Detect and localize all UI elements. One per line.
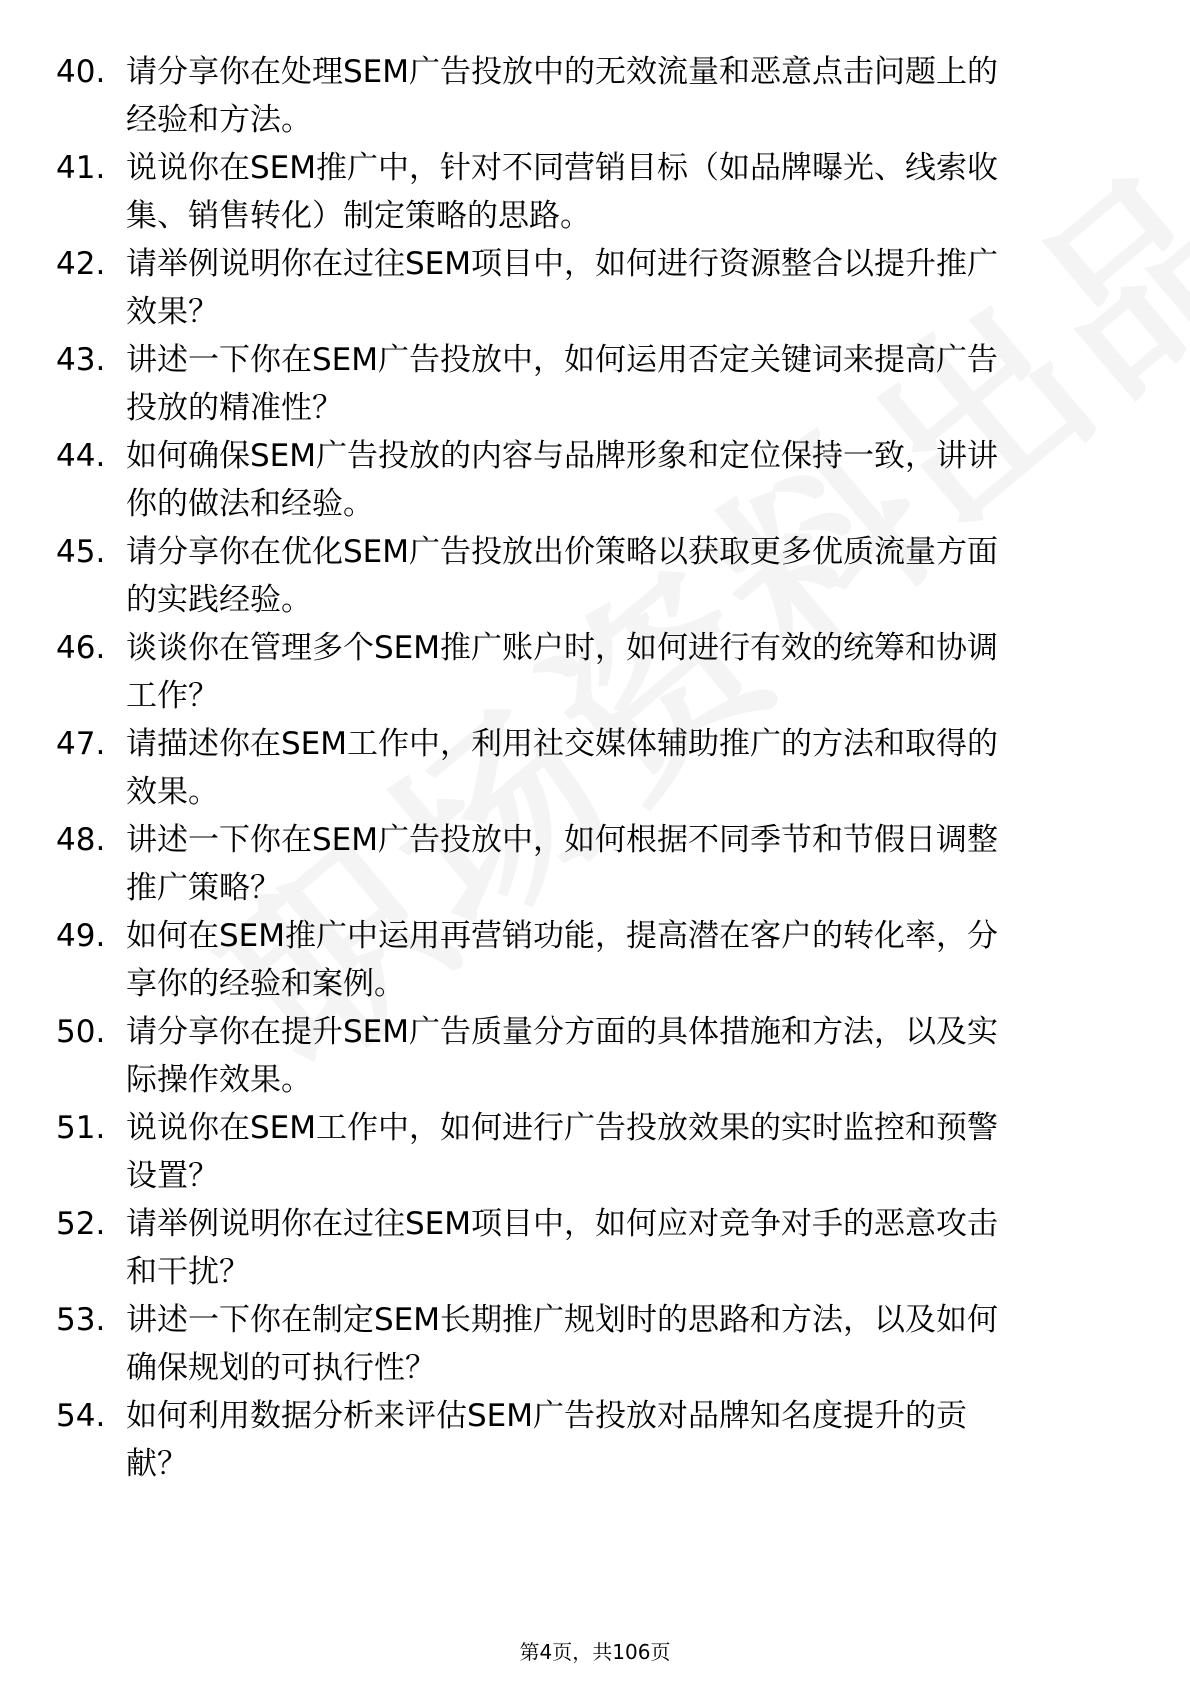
question-line-1: 说说你在SEM推广中，针对不同营销目标（如品牌曝光、线索收 bbox=[126, 150, 999, 186]
question-line-2: 和干扰？ bbox=[126, 1254, 250, 1290]
question-line-2: 投放的精准性？ bbox=[126, 390, 343, 426]
question-line-2: 的实践经验。 bbox=[126, 582, 312, 618]
question-number: 53. bbox=[56, 1302, 106, 1338]
question-number: 50. bbox=[56, 1014, 106, 1050]
question-line-2: 工作？ bbox=[126, 678, 219, 714]
question-line-1: 请分享你在提升SEM广告质量分方面的具体措施和方法，以及实 bbox=[126, 1014, 999, 1050]
question-line-1: 如何确保SEM广告投放的内容与品牌形象和定位保持一致，讲讲 bbox=[126, 438, 999, 474]
question-line-2: 你的做法和经验。 bbox=[126, 486, 374, 522]
question-text bbox=[126, 816, 1126, 912]
question-line-2: 献？ bbox=[126, 1446, 188, 1482]
question-number: 43. bbox=[56, 342, 106, 378]
question-number: 41. bbox=[56, 150, 106, 186]
question-line-1: 如何在SEM推广中运用再营销功能，提高潜在客户的转化率，分 bbox=[126, 918, 999, 954]
question-line-1: 请描述你在SEM工作中，利用社交媒体辅助推广的方法和取得的 bbox=[126, 726, 999, 762]
question-line-1: 请分享你在处理SEM广告投放中的无效流量和恶意点击问题上的 bbox=[126, 54, 999, 90]
question-text bbox=[126, 624, 1126, 720]
question-number: 48. bbox=[56, 822, 106, 858]
question-line-2: 集、销售转化）制定策略的思路。 bbox=[126, 198, 591, 234]
page-footer bbox=[0, 1638, 1190, 1666]
question-line-2: 推广策略？ bbox=[126, 870, 281, 906]
page-number-label: 第4页，共106页 bbox=[519, 1640, 671, 1664]
question-text bbox=[126, 720, 1126, 816]
question-number: 52. bbox=[56, 1206, 106, 1242]
question-number: 40. bbox=[56, 54, 106, 90]
question-line-1: 讲述一下你在SEM广告投放中，如何运用否定关键词来提高广告 bbox=[126, 342, 999, 378]
question-line-2: 效果？ bbox=[126, 294, 219, 330]
question-line-2: 设置？ bbox=[126, 1158, 219, 1194]
question-text bbox=[126, 1392, 1126, 1488]
question-number: 51. bbox=[56, 1110, 106, 1146]
question-text bbox=[126, 912, 1126, 1008]
question-text bbox=[126, 48, 1126, 144]
question-line-1: 谈谈你在管理多个SEM推广账户时，如何进行有效的统筹和协调 bbox=[126, 630, 999, 666]
question-text bbox=[126, 1104, 1126, 1200]
question-line-2: 确保规划的可执行性？ bbox=[126, 1350, 436, 1386]
question-text bbox=[126, 240, 1126, 336]
question-number: 46. bbox=[56, 630, 106, 666]
question-text bbox=[126, 1296, 1126, 1392]
question-number: 42. bbox=[56, 246, 106, 282]
question-number: 49. bbox=[56, 918, 106, 954]
question-line-1: 请举例说明你在过往SEM项目中，如何应对竞争对手的恶意攻击 bbox=[126, 1206, 999, 1242]
question-line-1: 请分享你在优化SEM广告投放出价策略以获取更多优质流量方面 bbox=[126, 534, 999, 570]
question-number: 54. bbox=[56, 1398, 106, 1434]
question-text bbox=[126, 1200, 1126, 1296]
question-text bbox=[126, 432, 1126, 528]
question-line-2: 享你的经验和案例。 bbox=[126, 966, 405, 1002]
question-number: 47. bbox=[56, 726, 106, 762]
question-line-1: 讲述一下你在SEM广告投放中，如何根据不同季节和节假日调整 bbox=[126, 822, 999, 858]
question-number: 44. bbox=[56, 438, 106, 474]
question-text bbox=[126, 528, 1126, 624]
question-line-1: 讲述一下你在制定SEM长期推广规划时的思路和方法，以及如何 bbox=[126, 1302, 999, 1338]
question-line-1: 请举例说明你在过往SEM项目中，如何进行资源整合以提升推广 bbox=[126, 246, 999, 282]
question-number: 45. bbox=[56, 534, 106, 570]
question-line-1: 说说你在SEM工作中，如何进行广告投放效果的实时监控和预警 bbox=[126, 1110, 999, 1146]
question-line-2: 际操作效果。 bbox=[126, 1062, 312, 1098]
question-text bbox=[126, 1008, 1126, 1104]
question-text bbox=[126, 144, 1126, 240]
question-line-2: 经验和方法。 bbox=[126, 102, 312, 138]
question-text bbox=[126, 336, 1126, 432]
question-line-2: 效果。 bbox=[126, 774, 219, 810]
question-line-1: 如何利用数据分析来评估SEM广告投放对品牌知名度提升的贡 bbox=[126, 1398, 968, 1434]
